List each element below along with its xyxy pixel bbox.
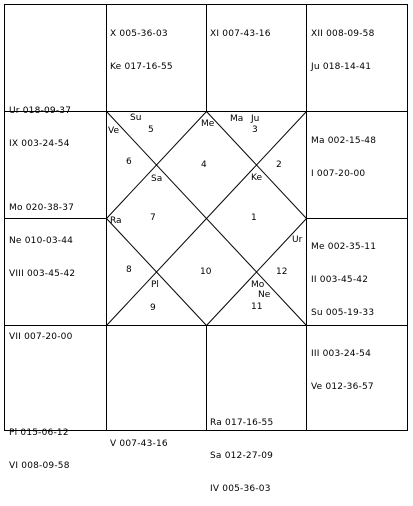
cell-line: VI 008-09-58 xyxy=(9,461,70,471)
planet-su: Su xyxy=(130,113,142,123)
house-number-3: 3 xyxy=(252,125,258,135)
cell-top-left xyxy=(9,84,71,161)
cell-line: Ra 017-16-55 xyxy=(210,418,274,428)
cell-left-1 xyxy=(9,181,75,291)
cell-line: Sa 012-27-09 xyxy=(210,451,274,461)
cell-top-3 xyxy=(210,7,271,51)
cell-line: XI 007-43-16 xyxy=(210,29,271,39)
cell-line: XII 008-09-58 xyxy=(311,29,375,39)
cell-top-2 xyxy=(110,7,173,84)
house-number-12: 12 xyxy=(276,267,288,277)
cell-right-2 xyxy=(311,220,376,330)
house-number-6: 6 xyxy=(126,157,132,167)
cell-line: Me 002-35-11 xyxy=(311,242,377,252)
cell-line: III 003-24-54 xyxy=(311,349,372,359)
house-number-11: 11 xyxy=(251,302,263,312)
cell-bottom-2 xyxy=(110,417,168,461)
cell-line: Mo 020-38-37 xyxy=(9,203,75,213)
house-number-2: 2 xyxy=(276,160,282,170)
cell-line: Ur 018-09-37 xyxy=(9,106,72,116)
cell-line: V 007-43-16 xyxy=(110,439,168,449)
cell-line: Pl 015-06-12 xyxy=(9,428,69,438)
cell-bottom-right xyxy=(311,327,374,404)
house-number-1: 1 xyxy=(251,213,257,223)
cell-left-2 xyxy=(9,310,73,354)
house-number-4: 4 xyxy=(201,160,207,170)
cell-line: Ve 012-36-57 xyxy=(311,382,374,392)
planet-mo: Mo xyxy=(251,280,265,290)
cell-bottom-left xyxy=(9,406,70,483)
cell-line: VII 007-20-00 xyxy=(9,332,73,342)
planet-me: Me xyxy=(201,119,215,129)
cell-right-1 xyxy=(311,114,376,191)
planet-ju: Ju xyxy=(251,114,260,124)
house-number-7: 7 xyxy=(150,213,156,223)
cell-top-right xyxy=(311,7,375,84)
planet-ma: Ma xyxy=(230,114,244,124)
planet-ne: Ne xyxy=(258,290,271,300)
cell-line: Ma 002-15-48 xyxy=(311,136,377,146)
cell-line: VIII 003-45-42 xyxy=(9,269,76,279)
cell-line: II 003-45-42 xyxy=(311,275,369,285)
house-number-10: 10 xyxy=(200,267,212,277)
cell-bottom-3 xyxy=(210,396,273,506)
cell-line: IV 005-36-03 xyxy=(210,484,271,494)
planet-pl: Pl xyxy=(151,280,159,290)
planet-ra: Ra xyxy=(110,216,122,226)
cell-line: Ju 018-14-41 xyxy=(311,62,372,72)
house-number-9: 9 xyxy=(150,303,156,313)
planet-ve: Ve xyxy=(108,126,119,136)
cell-line: Su 005-19-33 xyxy=(311,308,375,318)
planet-sa: Sa xyxy=(151,174,163,184)
planet-ur: Ur xyxy=(292,235,303,245)
planet-ke: Ke xyxy=(251,173,262,183)
cell-line: IX 003-24-54 xyxy=(9,139,70,149)
house-number-5: 5 xyxy=(148,125,154,135)
house-number-8: 8 xyxy=(126,265,132,275)
cell-line: Ke 017-16-55 xyxy=(110,62,173,72)
cell-line: I 007-20-00 xyxy=(311,169,366,179)
cell-line: X 005-36-03 xyxy=(110,29,168,39)
cell-line: Ne 010-03-44 xyxy=(9,236,74,246)
